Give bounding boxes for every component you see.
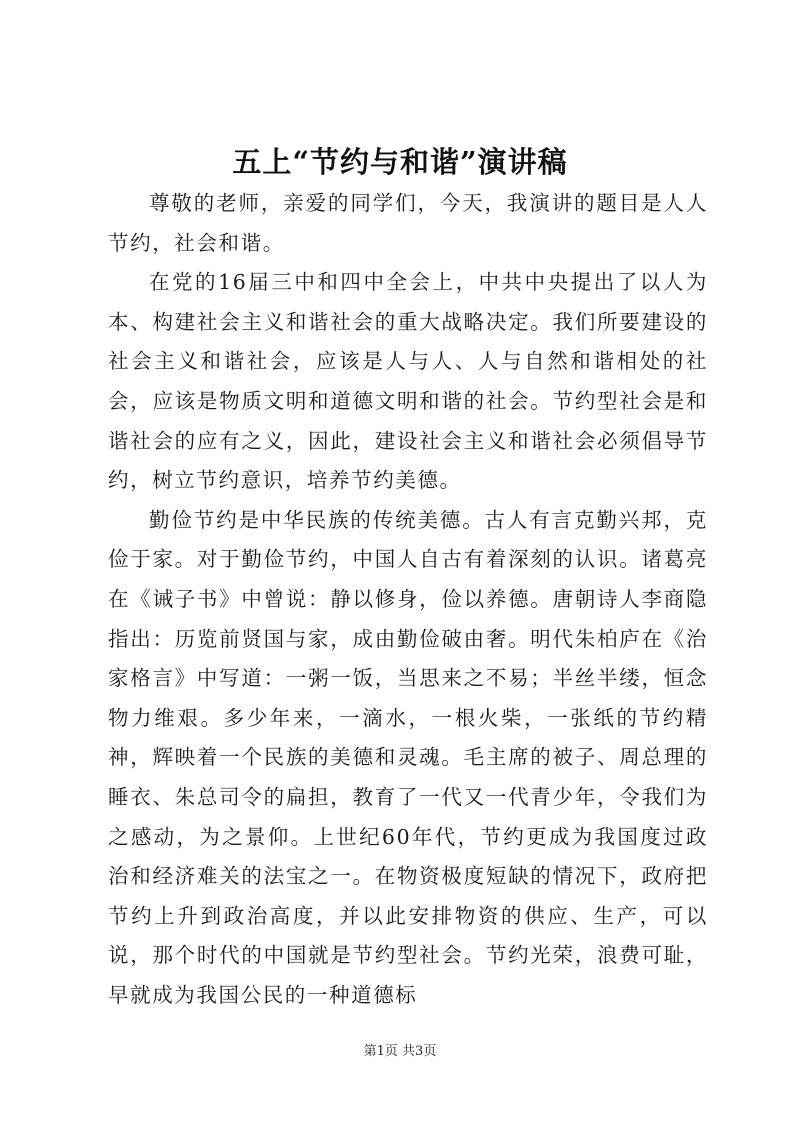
- paragraph: 勤俭节约是中华民族的传统美德。古人有言克勤兴邦，克俭于家。对于勤俭节约，中国人自古有着深刻的认识。诸葛亮在《诫子书》中曾说：静以修身，俭以养德。唐朝诗人李商隐指出：历览前贤国与家，成由勤俭破由奢。明代朱柏庐在《治家格言》中写道：一粥一饭，当思来之不易；半丝半缕，恒念物力维艰。多少年来，一滴水，一根火柴，一张纸的节约精神，辉映着一个民族的美德和灵魂。毛主席的被子、周总理的睡衣、朱总司令的扁担，教育了一代又一代青少年，令我们为之感动，为之景仰。上世纪60年代，节约更成为我国度过政治和经济难关的法宝之一。在物资极度短缺的情况下，政府把节约上升到政治高度，并以此安排物资的供应、生产，可以说，那个时代的中国就是节约型社会。节约光荣，浪费可耻，早就成为我国公民的一种道德标: [108, 507, 708, 1007]
- page-number-footer: 第1页 共3页: [363, 1044, 437, 1059]
- document-title: 五上“节约与和谐”演讲稿: [232, 145, 568, 179]
- paragraph: 尊敬的老师，亲爱的同学们，今天，我演讲的题目是人人节约，社会和谐。: [108, 191, 708, 255]
- document-body: [108, 184, 708, 1015]
- paragraph: 在党的16届三中和四中全会上，中共中央提出了以人为本、构建社会主义和谐社会的重大战略决定。我们所要建设的社会主义和谐社会，应该是人与人、人与自然和谐相处的社会，应该是物质文明和道德文明和谐的社会。节约型社会是和谐社会的应有之义，因此，建设社会主义和谐社会必须倡导节约，树立节约意识，培养节约美德。: [108, 270, 708, 493]
